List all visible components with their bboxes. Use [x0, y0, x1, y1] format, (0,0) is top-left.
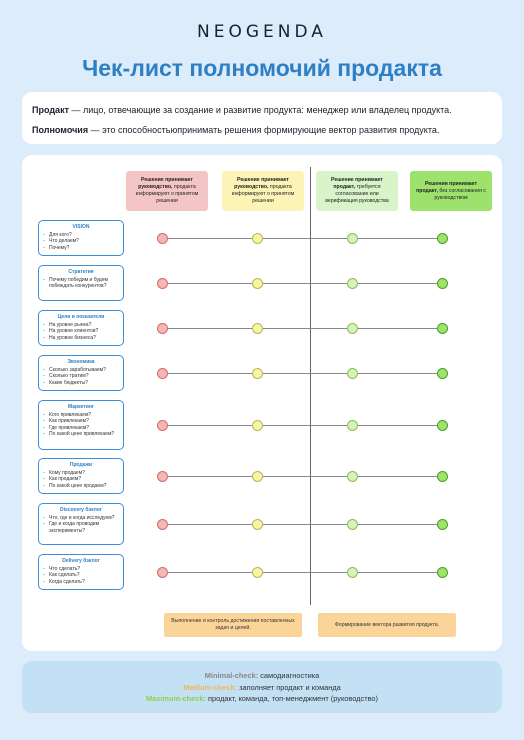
- category-card: [38, 310, 124, 346]
- category-questions: [43, 412, 119, 437]
- definitions-card: [22, 92, 502, 144]
- category-question: - Что делаем?: [43, 238, 119, 244]
- legend-minimal-label: Minimal-check:: [204, 671, 259, 680]
- dot-product-with-approval[interactable]: [347, 323, 358, 334]
- dot-product-autonomous[interactable]: [437, 278, 448, 289]
- row-line: [168, 524, 448, 525]
- column-header-text: требуется согласование или верификация руководства: [325, 184, 389, 204]
- dot-product-autonomous[interactable]: [437, 519, 448, 530]
- category-question: - Как продаем?: [43, 476, 119, 482]
- legend-minimal: [22, 670, 502, 682]
- legend-maximum-label: Maximum-check:: [146, 694, 206, 703]
- category-questions: [43, 322, 119, 341]
- row-line: [168, 238, 448, 239]
- category-title: Стратегия: [68, 269, 94, 275]
- row-line: [168, 425, 448, 426]
- category-question: - Кому продаем?: [43, 470, 119, 476]
- definition-text: — это способностьюпринимать решения формирующие вектор развития продукта.: [88, 125, 440, 135]
- dot-management-informs[interactable]: [157, 567, 168, 578]
- category-questions: [43, 566, 119, 585]
- category-question: - Сколько тратим?: [43, 373, 119, 379]
- definition-product: [32, 100, 492, 120]
- dot-management-informs[interactable]: [157, 519, 168, 530]
- legend-maximum: [22, 693, 502, 705]
- category-question: - Почему победим и будем побеждать конкурентов?: [43, 277, 119, 290]
- column-header-text: без согласования с руководством: [434, 187, 486, 201]
- category-question: - По какой цене привлекаем?: [43, 431, 119, 437]
- category-title: Delivery бэклог: [62, 558, 100, 564]
- category-questions: [43, 277, 119, 290]
- dot-product-with-approval[interactable]: [347, 567, 358, 578]
- legend-medium-label: Medium-check:: [183, 682, 238, 692]
- legend-minimal-text: самодиагностика: [258, 671, 320, 680]
- column-header-product-with-approval: [316, 171, 398, 211]
- row-line: [168, 572, 448, 573]
- dot-product-with-approval[interactable]: [347, 420, 358, 431]
- dot-management-informs-2[interactable]: [252, 471, 263, 482]
- category-question: - На уровне рынка?: [43, 322, 119, 328]
- column-header-product-autonomous: [410, 171, 492, 211]
- dot-product-autonomous[interactable]: [437, 233, 448, 244]
- category-title: Экономика: [67, 359, 95, 365]
- dot-management-informs[interactable]: [157, 368, 168, 379]
- dot-management-informs-2[interactable]: [252, 278, 263, 289]
- category-title: Цели и показатели: [57, 314, 105, 320]
- dot-product-autonomous[interactable]: [437, 368, 448, 379]
- category-title: VISION: [72, 224, 90, 230]
- dot-product-with-approval[interactable]: [347, 519, 358, 530]
- dot-management-informs-2[interactable]: [252, 519, 263, 530]
- column-header-management-informs: [126, 171, 208, 211]
- category-questions: [43, 367, 119, 386]
- category-card: [38, 220, 124, 256]
- dot-product-autonomous[interactable]: [437, 471, 448, 482]
- category-question: - Для кого?: [43, 232, 119, 238]
- dot-management-informs-2[interactable]: [252, 420, 263, 431]
- category-question: - Что, где и когда исследуем?: [43, 515, 119, 521]
- category-questions: [43, 232, 119, 251]
- category-card: [38, 355, 124, 391]
- dot-product-autonomous[interactable]: [437, 420, 448, 431]
- dot-management-informs[interactable]: [157, 420, 168, 431]
- footer-box-vector: Формирование вектора развития продукта.: [318, 613, 456, 637]
- column-divider: [310, 167, 311, 605]
- column-header-bold: Решения принимает продакт,: [416, 180, 478, 194]
- column-header-bold: Решение принимает руководство,: [234, 177, 289, 190]
- category-question: - Как сделать?: [43, 572, 119, 578]
- dot-product-autonomous[interactable]: [437, 567, 448, 578]
- category-card: [38, 554, 124, 590]
- column-header-text: продакта информируют о принятом решении: [135, 184, 199, 204]
- column-header-bold: Решение принимает продакт,: [331, 177, 383, 190]
- page-title: Чек-лист полномочий продакта: [82, 55, 442, 81]
- legend-medium: [22, 682, 502, 694]
- footer-box-execution: Выполнение и контроль достижения поставленных задач и целей.: [164, 613, 302, 637]
- dot-management-informs[interactable]: [157, 278, 168, 289]
- category-question: - Какие бюджеты?: [43, 380, 119, 386]
- category-card: [38, 400, 124, 450]
- category-question: - Кого привлекаем?: [43, 412, 119, 418]
- category-title: Продажи: [69, 462, 93, 468]
- category-question: - Что сделать?: [43, 566, 119, 572]
- category-question: - Почему?: [43, 245, 119, 251]
- dot-management-informs-2[interactable]: [252, 368, 263, 379]
- column-header-text: продакта информируют о принятом решении: [231, 184, 295, 204]
- column-header-management-informs-2: [222, 171, 304, 211]
- category-question: - Где привлекаем?: [43, 425, 119, 431]
- category-question: - Как привлекаем?: [43, 418, 119, 424]
- category-card: [38, 503, 124, 545]
- legend-maximum-text: продакт, команда, топ-менеджмент (руководство): [205, 694, 378, 703]
- dot-management-informs[interactable]: [157, 323, 168, 334]
- dot-management-informs-2[interactable]: [252, 567, 263, 578]
- legend-card: [22, 661, 502, 713]
- definition-authority: [32, 120, 492, 140]
- definition-term: Полномочия: [32, 125, 89, 135]
- dot-product-autonomous[interactable]: [437, 323, 448, 334]
- category-card: [38, 458, 124, 494]
- dot-management-informs-2[interactable]: [252, 233, 263, 244]
- dot-product-with-approval[interactable]: [347, 233, 358, 244]
- definition-term: Продакт: [32, 105, 69, 115]
- category-question: - По какой цене продаем?: [43, 483, 119, 489]
- dot-management-informs[interactable]: [157, 233, 168, 244]
- category-question: - На уровне бизнеса?: [43, 335, 119, 341]
- category-title: Маркетинг: [68, 404, 94, 410]
- category-question: - На уровне клиентов?: [43, 328, 119, 334]
- definition-text: — лицо, отвечающие за создание и развитие продукта: менеджер или владелец продукта.: [68, 105, 452, 115]
- category-card: [38, 265, 124, 301]
- row-line: [168, 283, 448, 284]
- column-header-bold: Решение принимает руководство,: [138, 177, 193, 190]
- dot-product-with-approval[interactable]: [347, 278, 358, 289]
- category-question: - Сколько заработываем?: [43, 367, 119, 373]
- checklist-card: [22, 155, 502, 651]
- brand-logo: NEOGENDA: [197, 22, 327, 42]
- dot-product-with-approval[interactable]: [347, 368, 358, 379]
- row-line: [168, 373, 448, 374]
- row-line: [168, 476, 448, 477]
- category-questions: [43, 515, 119, 534]
- dot-management-informs-2[interactable]: [252, 323, 263, 334]
- category-questions: [43, 470, 119, 489]
- category-title: Discovery бэклог: [60, 507, 102, 513]
- dot-management-informs[interactable]: [157, 471, 168, 482]
- dot-product-with-approval[interactable]: [347, 471, 358, 482]
- category-question: - Когда сделать?: [43, 579, 119, 585]
- legend-medium-text: заполняет продакт и команда: [237, 682, 341, 692]
- row-line: [168, 328, 448, 329]
- category-question: - Где и когда проводим эксперименты?: [43, 521, 119, 534]
